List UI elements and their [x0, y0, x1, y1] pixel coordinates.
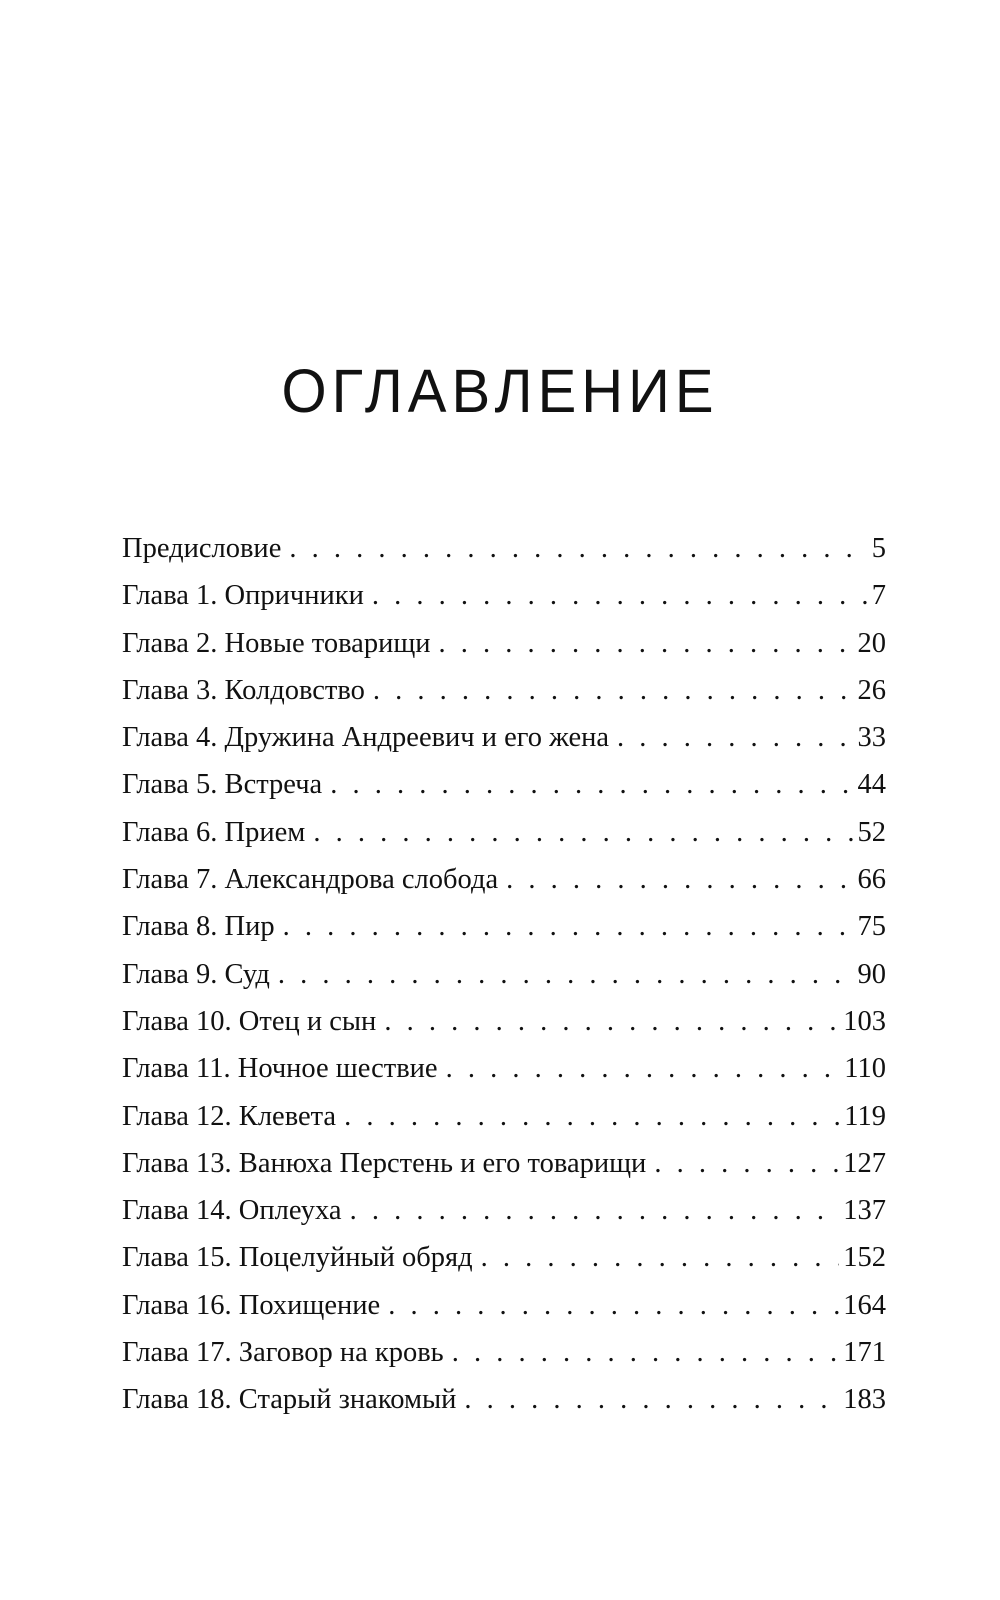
toc-entry-page: 110 — [844, 1053, 886, 1085]
toc-entry-page: 119 — [844, 1100, 886, 1132]
toc-entry-page: 152 — [843, 1242, 886, 1274]
toc-dot-leader — [452, 1329, 840, 1376]
toc-entry — [122, 1282, 886, 1329]
toc-entry-label: Глава 3. Колдовство — [122, 674, 365, 706]
toc-entry-label: Глава 14. Оплеуха — [122, 1195, 342, 1227]
toc-entry-page: 66 — [857, 864, 886, 896]
toc-entry-label: Глава 13. Ванюха Перстень и его товарищи — [122, 1147, 647, 1179]
page-title: ОГЛАВЛЕНИЕ — [281, 357, 719, 426]
toc-entry-label: Глава 4. Дружина Андреевич и его жена — [122, 722, 610, 754]
toc-entry — [122, 572, 886, 619]
toc-entry-page: 33 — [857, 722, 886, 754]
toc-entry — [122, 1187, 886, 1234]
toc-entry — [122, 761, 886, 808]
toc-dot-leader — [388, 1282, 839, 1329]
toc-entry-label: Глава 8. Пир — [122, 911, 275, 943]
toc-entry — [122, 714, 886, 761]
toc-dot-leader — [654, 1140, 839, 1187]
toc-entry — [122, 1234, 886, 1281]
toc-entry-page: 164 — [843, 1289, 886, 1321]
toc-entry-label: Глава 15. Поцелуйный обряд — [122, 1242, 473, 1274]
toc-entry-label: Глава 9. Суд — [122, 958, 270, 990]
toc-entry-label: Глава 1. Опричники — [122, 580, 364, 612]
toc-dot-leader — [373, 667, 854, 714]
toc-entry-page: 127 — [843, 1147, 886, 1179]
toc-dot-leader — [330, 761, 853, 808]
toc-entry-label: Глава 12. Клевета — [122, 1100, 337, 1132]
toc-entry-page: 26 — [857, 674, 886, 706]
toc-entry — [122, 1140, 886, 1187]
toc-entry — [122, 620, 886, 667]
toc-entry — [122, 951, 886, 998]
toc-dot-leader — [384, 998, 839, 1045]
toc-entry-label: Глава 10. Отец и сын — [122, 1005, 377, 1037]
toc-entry-label: Глава 16. Похищение — [122, 1289, 381, 1321]
toc-entry-page: 44 — [857, 769, 886, 801]
toc-entry — [122, 998, 886, 1045]
toc-entry-label: Глава 6. Прием — [122, 816, 306, 848]
toc-entry-page: 183 — [843, 1384, 886, 1416]
toc-entry-page: 103 — [843, 1005, 886, 1037]
toc-dot-leader — [446, 1045, 841, 1092]
toc-dot-leader — [313, 809, 853, 856]
toc-dot-leader — [283, 903, 854, 950]
toc-entry-page: 171 — [843, 1337, 886, 1369]
toc-dot-leader — [372, 572, 868, 619]
toc-entry — [122, 903, 886, 950]
toc-dot-leader — [506, 856, 853, 903]
toc-entry — [122, 525, 886, 572]
toc-entry — [122, 856, 886, 903]
toc-entry-label: Глава 7. Александрова слобода — [122, 864, 499, 896]
toc-entry — [122, 667, 886, 714]
toc-dot-leader — [350, 1187, 840, 1234]
table-of-contents — [122, 525, 886, 1424]
toc-dot-leader — [617, 714, 853, 761]
toc-entry-page: 20 — [857, 627, 886, 659]
toc-entry-label: Глава 18. Старый знакомый — [122, 1384, 457, 1416]
toc-entry-page: 52 — [857, 816, 886, 848]
toc-dot-leader — [439, 620, 854, 667]
toc-entry-page: 137 — [843, 1195, 886, 1227]
toc-dot-leader — [481, 1234, 840, 1281]
toc-entry-page: 75 — [857, 911, 886, 943]
toc-entry-label: Глава 17. Заговор на кровь — [122, 1337, 444, 1369]
toc-entry-page: 5 — [871, 533, 886, 564]
toc-entry-page: 7 — [871, 580, 886, 612]
toc-entry-label: Предисловие — [122, 533, 282, 564]
toc-dot-leader — [278, 951, 854, 998]
toc-entry — [122, 1376, 886, 1423]
toc-entry — [122, 1045, 886, 1092]
toc-dot-leader — [289, 525, 867, 572]
toc-entry — [122, 809, 886, 856]
toc-entry-label: Глава 2. Новые товарищи — [122, 627, 431, 659]
toc-entry — [122, 1093, 886, 1140]
toc-entry-page: 90 — [857, 958, 886, 990]
toc-entry-label: Глава 11. Ночное шествие — [122, 1053, 438, 1085]
toc-entry — [122, 1329, 886, 1376]
toc-dot-leader — [344, 1093, 840, 1140]
toc-entry-label: Глава 5. Встреча — [122, 769, 323, 801]
toc-dot-leader — [464, 1376, 839, 1423]
